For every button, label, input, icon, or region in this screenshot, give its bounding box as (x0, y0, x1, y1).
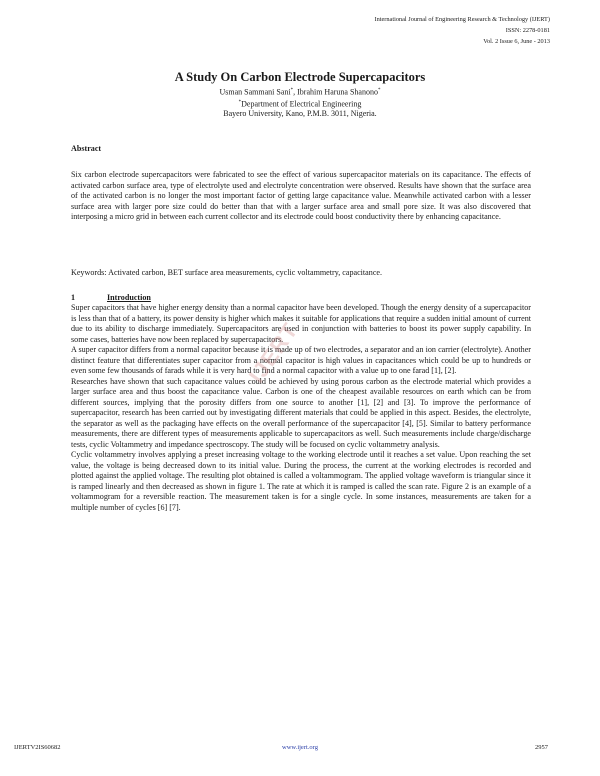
keywords: Keywords: Activated carbon, BET surface area measurements, cyclic voltammetry, capacitance. (71, 268, 383, 277)
section-heading (71, 293, 531, 304)
paragraph: Super capacitors that have higher energy density than a normal capacitor have been developed. Though the energy density of a supercapacitor is less than that of a battery, its power density is higher which makes it suitable for applications that require a sudden initial amount of current due to its ability to discharge immediately. Supercapacitors are used in conjunction with batteries to boost its power supply capability. In some cases, batteries have now been replaced by supercapacitors. (71, 303, 531, 344)
volume-issue: Vol. 2 Issue 6, June - 2013 (483, 38, 550, 45)
paragraph: A super capacitor differs from a normal capacitor because it is made up of two electrodes, a separator and an ion carrier (electrolyte). Another distinct feature that differentiates super capacitor from a normal capacitor is high values in capacitances which could be up to hundreds or even some few thousands of farads while it is very hard to find a normal capacitor with a value up to one farad [1], [2]. (71, 345, 531, 375)
university: Bayero University, Kano, P.M.B. 3011, Nigeria. (223, 109, 377, 119)
paragraph: Researches have shown that such capacitance values could be achieved by using porous carbon as the electrode material which provides a larger surface area and thus boost the capacitance value. Carbon is one of the cheapest available resources on earth which can be from different sources, implying that the porosity differs from one source to another [1], [2] and [3]. To improve the performance of supercapacitor, research has been carried out by investigating different materials that could be applied in this aspect. Besides, the electrolyte, the separator as well as the packaging have effects on the overall performance of the supercapacitor [4], [5]. Similar to battery performance measurements, there are different types of measurements applicable to supercapacitors as well. Such measurements include charge/discharge tests, cyclic Voltammetry and impedance spectroscopy. The study will be focused on cyclic voltammetry analysis. (71, 376, 531, 449)
issn: ISSN: 2278-0181 (505, 27, 550, 34)
section-number: 1 (71, 293, 76, 302)
page-number: 2957 (535, 744, 548, 751)
department: Department of Electrical Engineering (241, 99, 362, 109)
abstract-text: Six carbon electrode supercapacitors were fabricated to see the effect of various supercapacitor materials on its capacitance. The effects of activated carbon surface area, type of electrolyte used and electrolyte concentration were observed. Results have shown that the surface area of the activated carbon is no longer the most important factor of getting large capacitance value. Meanwhile activated carbon with a lesser surface area with larger pore size could do better than that with a larger surface area and small pore size. It was also discovered that interposing a micro grid in between each current collector and its electrode could boost conductivity there by enhancing capacitance. (71, 170, 531, 221)
section-title: Introduction (107, 293, 151, 302)
journal-url[interactable]: www.ijert.org (282, 744, 318, 751)
author-1-mark: * (290, 88, 294, 93)
author-block (0, 86, 600, 119)
author-line (0, 86, 600, 98)
department-line (0, 98, 600, 110)
author-2-mark: * (377, 88, 381, 93)
abstract-heading: Abstract (71, 144, 102, 153)
paper-title: A Study On Carbon Electrode Supercapacitors (174, 70, 426, 84)
journal-name: International Journal of Engineering Research & Technology (IJERT) (374, 16, 550, 23)
watermark: IJERT (243, 317, 303, 388)
author-1: Usman Sammani Sani (219, 87, 291, 97)
paragraph: Cyclic voltammetry involves applying a preset increasing voltage to the working electrode until it reaches a set value. Upon reaching the set value, the voltage is being decreased down to its initial value. During the process, the current at the working electrodes is recorded and plotted against the applied voltage. The resulting plot obtained is called a voltammogram. The applied voltage waveform is triangular since it is ramped linearly and then decreased as shown in figure 1. The rate at which it is ramped is called the scan rate. Figure 2 is an example of a voltammogram for a reversible reaction. The measurement taken is for a single cycle. In some instances, measurements are taken for a multiple number of cycles [6] [7]. (71, 450, 531, 512)
author-2: , Ibrahim Haruna Shanono (293, 87, 378, 97)
running-header (375, 14, 551, 47)
paper-code: IJERTV2IS60682 (14, 744, 61, 751)
department-mark: * (238, 99, 242, 105)
